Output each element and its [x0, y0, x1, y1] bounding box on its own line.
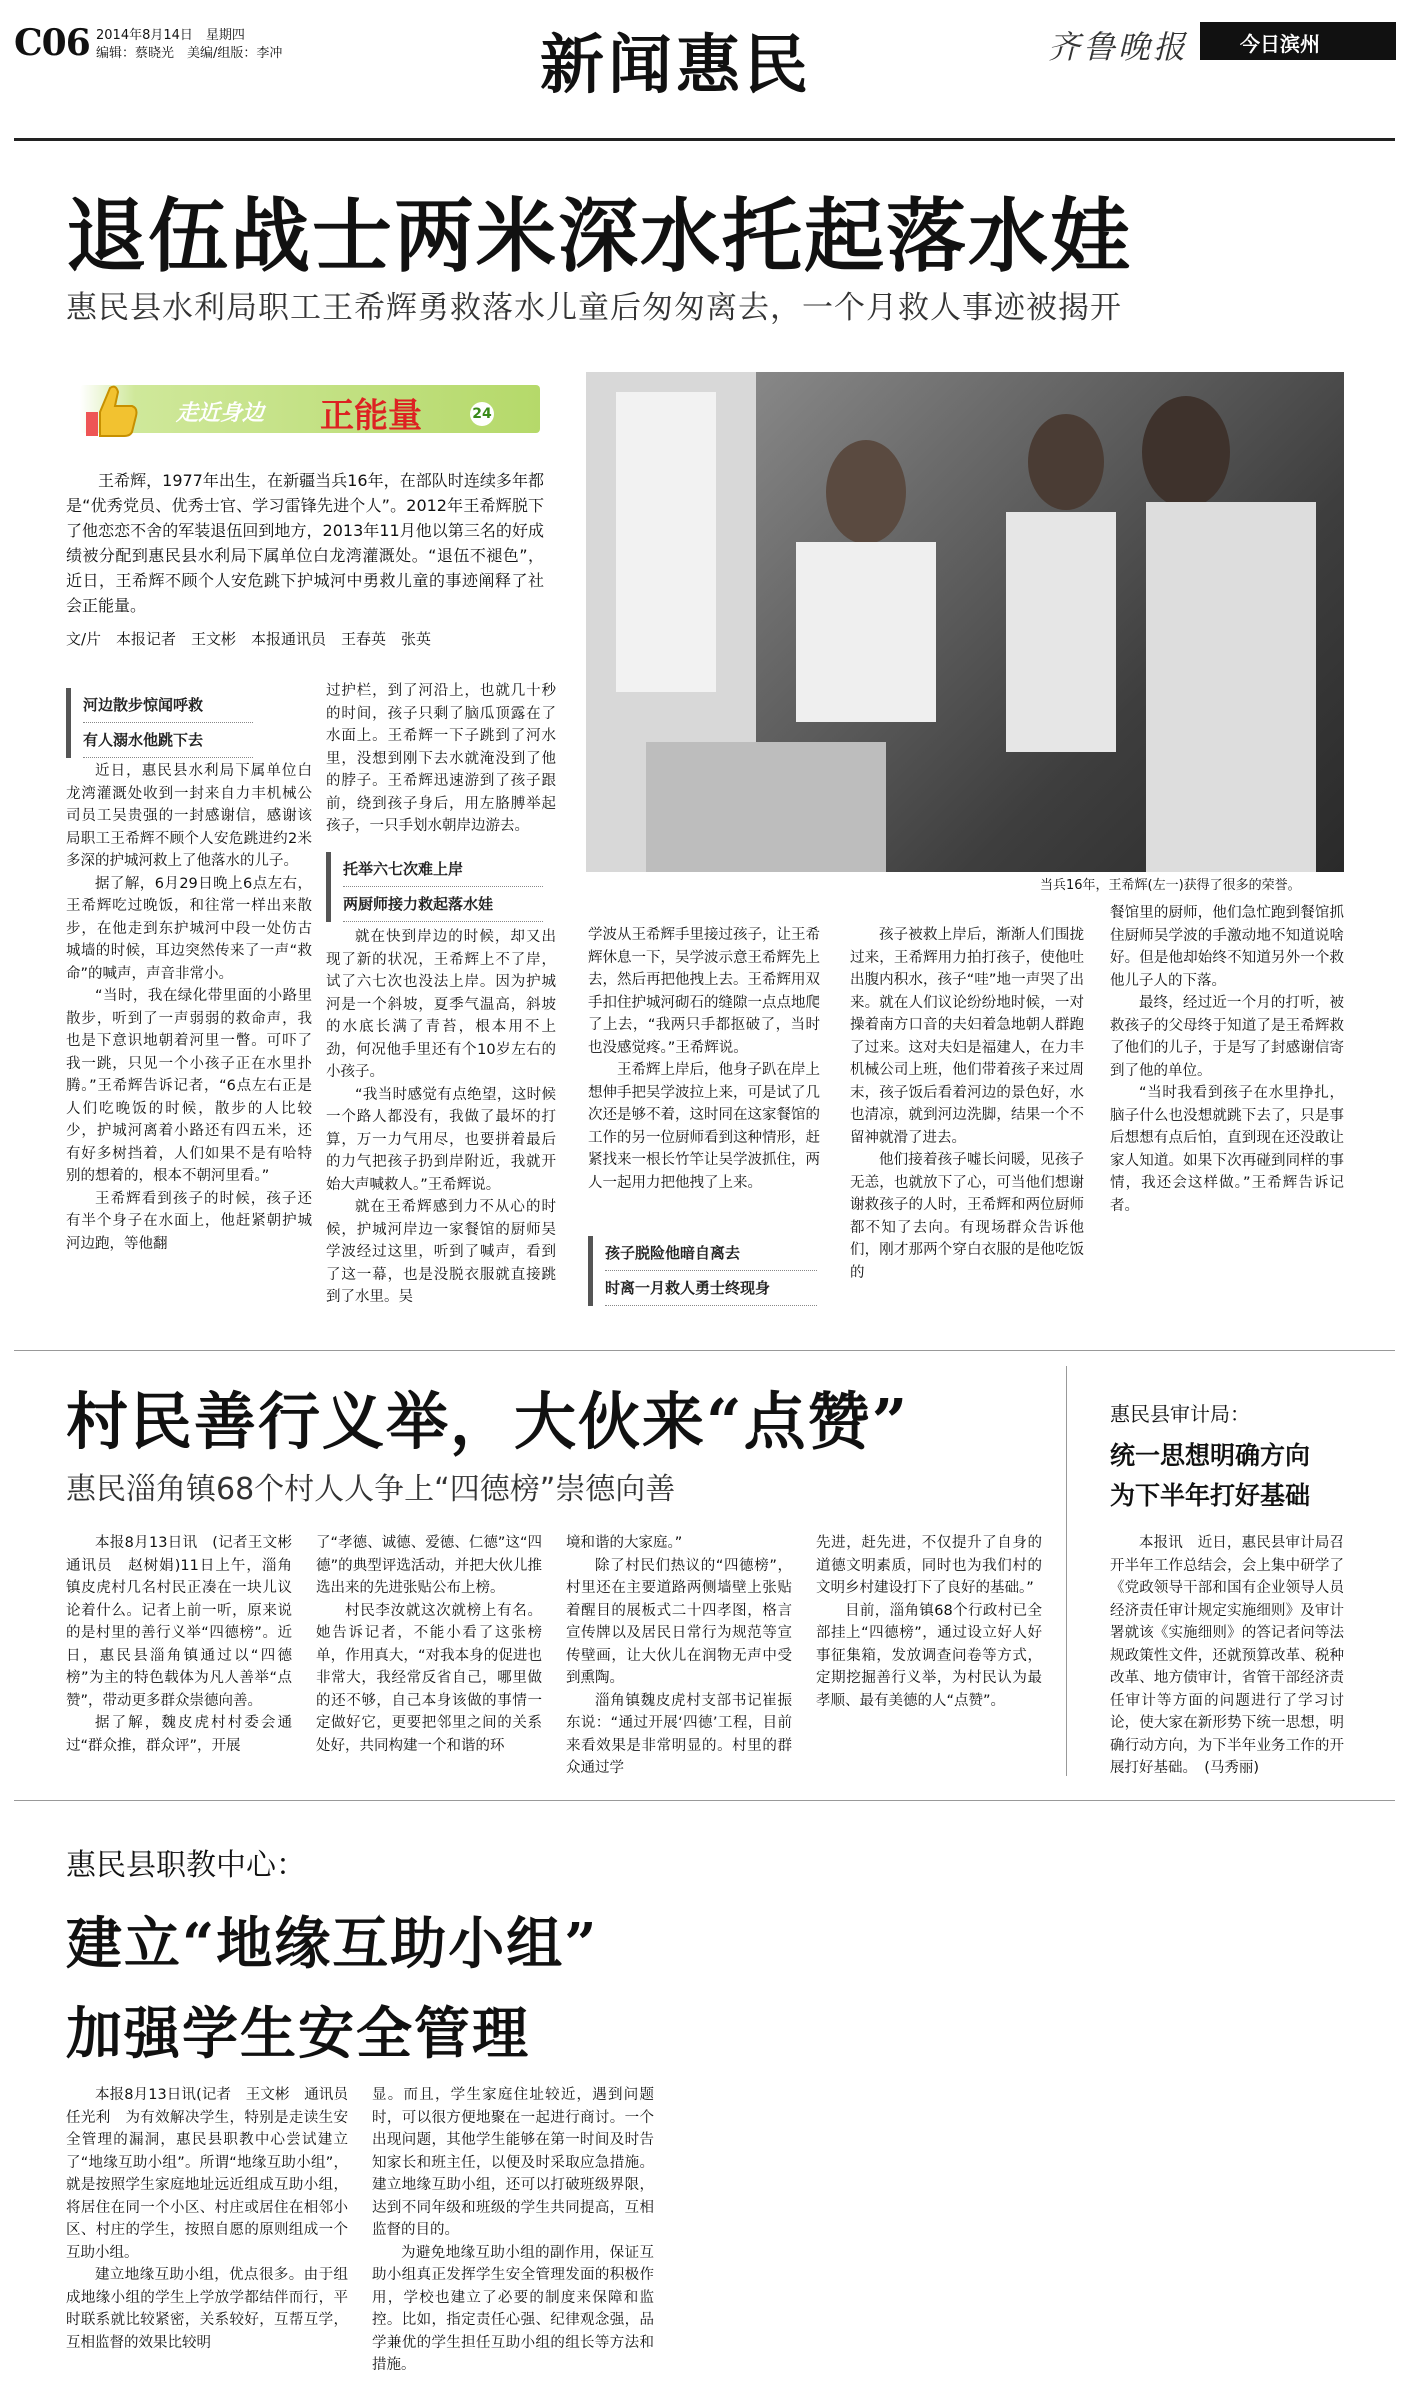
photo-caption: 当兵16年，王希辉(左一)获得了很多的荣誉。: [1040, 878, 1301, 893]
story1-column-3: 学波从王希辉手里接过孩子，让王希辉休息一下，吴学波示意王希辉先上去，然后再把他拽上去。王希辉用双手扣住护城河砌石的缝隙一点点地爬了上去，“我两只手都抠破了，当时也没感觉疼。”王希辉说。 王希辉上岸后，他身子趴在岸上想伸手把吴学波拉上来，可是试了几次还是够不着，这时同在这家餐馆的工作的另一位厨师看到这种情形，赶紧找来一根长竹竿让吴学波抓住，两人一起用力把他拽了上来。: [588, 927, 820, 1191]
subsection-1-line-1: 河边散步惊闻呼救: [83, 688, 253, 723]
story1-photo: [586, 372, 1344, 872]
story3-kicker: 惠民县审计局：: [1110, 1402, 1250, 1426]
story4-column-1: 本报8月13日讯(记者 王文彬 通讯员 任光利 为有效解决学生，特别是走读生安全管理的漏洞，惠民县职教中心尝试建立了“地缘互助小组”。所谓“地缘互助小组”，就是按照学生家庭地址远近组成互助小组，将居住在同一个小区、村庄或居住在相邻小区、村庄的学生，按照自愿的原则组成一个互助小组。 建立地缘互助小组，优点很多。由于组成地缘小组的学生上学放学都结伴而行，平时联系就比较紧密，关系较好，互帮互学，互相监督的效果比较明: [66, 2087, 363, 2351]
banner-number: 24: [470, 402, 494, 426]
story2-column-1: 本报8月13日讯 (记者王文彬 通讯员 赵树娟)11日上午，淄角镇皮虎村几名村民正凑在一块儿议论着什么。记者上前一听，原来说的是村里的善行义举“四德榜”。近日，惠民县淄角镇通过以“四德榜”为主的特色载体为凡人善举“点赞”，带动更多群众崇德向善。 据了解，魏皮虎村村委会通过“群众推，群众评”，开展: [66, 1535, 307, 1754]
story1-column-4: 孩子被救上岸后，渐渐人们围拢过来，王希辉用力拍打孩子，使他吐出腹内积水，孩子“哇”地一声哭了出来。就在人们议论纷纷地时候，一对操着南方口音的夫妇着急地朝人群跑了过来。这对夫妇是福建人，在力丰机械公司上班，他们带着孩子来过周末，孩子饭后看着河边的景色好，水也清凉，就到河边洗脚，结果一个不留神就滑了进去。 他们接着孩子嘘长问暖，见孩子无恙，也就放下了心，可当他们想谢谢救孩子的人时，王希辉和两位厨师都不知了去向。有现场群众告诉他们，刚才那两个穿白衣服的是他吃饭的: [850, 927, 1084, 1281]
story1-bottom-rule: [14, 1350, 1395, 1351]
banner-prefix: 走近身边: [176, 400, 265, 426]
subsection-2-line-1: 托举六七次难上岸: [343, 852, 543, 887]
story1-column-5: 餐馆里的厨师，他们急忙跑到餐馆抓住厨师吴学波的手激动地不知道说啥好。但是他却始终不知道另外一个救他儿子人的下落。 最终，经过近一个月的打听，被救孩子的父母终于知道了是王希辉救了他们的儿子，于是写了封感谢信寄到了他的单位。 “当时我看到孩子在水里挣扎，脑子什么也没想就跳下去了，只是事后想想有点后怕，直到现在还没敢让家人知道。如果下次再碰到同样的事情，我还会这样做。”王希辉告诉记者。: [1110, 905, 1344, 1214]
story1-subsection-3: [588, 1236, 817, 1306]
story3-headline-line-1: 统一思想明确方向: [1110, 1441, 1311, 1470]
story1-headline: 退伍战士两米深水托起落水娃: [66, 189, 1132, 283]
story1-column-2b: 就在快到岸边的时候，却又出现了新的状况，王希辉上不了岸，试了六七次也没法上岸。因为护城河是一个斜坡，夏季气温高，斜坡的水底长满了青苔，根本用不上劲，何况他手里还有个10岁左右的小孩子。 “我当时感觉有点绝望，这时候一个路人都没有，我做了最坏的打算，万一力气用尽，也要拼着最后的力气把孩子扔到岸附近，我就开始大声喊救人。”王希辉说。 就在王希辉感到力不从心的时候，护城河岸边一家餐馆的厨师吴学波经过这里，听到了喊声，看到了这一幕，也是没脱衣服就直接跳到了水里。吴: [326, 929, 556, 1305]
story1-column-2a: 过护栏，到了河沿上，也就几十秒的时间，孩子只剩了脑瓜顶露在了水面上。王希辉一下子跳到了河水里，没想到刚下去水就淹没到了他的脖子。王希辉迅速游到了孩子跟前，绕到孩子身后，用左胳膊举起孩子，一只手划水朝岸边游去。: [326, 683, 556, 834]
subsection-2-line-2: 两厨师接力救起落水娃: [343, 887, 543, 922]
story2-column-2: 了“孝德、诚德、爱德、仁德”这“四德”的典型评选活动，并把大伙儿推选出来的先进张贴公布上榜。 村民李汝就这次就榜上有名。她告诉记者，不能小看了这张榜单，作用真大，“对我本身的促进也非常大，我经常反省自己，哪里做的还不够，自己本身该做的事情一定做好它，更要把邻里之间的关系处好，共同构建一个和谐的环: [316, 1535, 542, 1754]
story1-subhead: 惠民县水利局职工王希辉勇救落水儿童后匆匆离去，一个月救人事迹被揭开: [66, 290, 1122, 326]
story3-headline-line-2: 为下半年打好基础: [1110, 1481, 1311, 1510]
story4-column-2: 显。而且，学生家庭住址较近，遇到问题时，可以很方便地聚在一起进行商讨。一个出现问题，其他学生能够在第一时间及时告知家长和班主任，以便及时采取应急措施。建立地缘互助小组，还可以打破班级界限，达到不同年级和班级的学生共同提高，互相监督的目的。 为避免地缘互助小组的副作用，保证互助小组真正发挥学生安全管理发面的积极作用，学校也建立了必要的制度来保障和监控。比如，指定责任心强、纪律观念强，品学兼优的学生担任互助小组的组长等方法和措施。: [372, 2087, 654, 2373]
story1-subsection-2: [326, 852, 543, 922]
edition-label: 今日滨州: [1240, 32, 1320, 56]
editor-credits: 编辑：蔡晓光 美编/组版：李冲: [96, 46, 283, 61]
story2-subhead: 惠民淄角镇68个村人人争上“四德榜”崇德向善: [66, 1472, 676, 1507]
issue-date: 2014年8月14日 星期四: [96, 28, 245, 43]
section-title: 新闻惠民: [540, 28, 812, 103]
story4-headline-line-1: 建立“地缘互助小组”: [66, 1911, 599, 1977]
subsection-3-line-2: 时离一月救人勇士终现身: [605, 1271, 817, 1306]
banner-title: 正能量: [320, 396, 422, 436]
story4-headline-line-2: 加强学生安全管理: [66, 2001, 530, 2067]
story2-headline: 村民善行义举，大伙来“点赞”: [66, 1385, 910, 1458]
story3-body: 本报讯 近日，惠民县审计局召开半年工作总结会，会上集中研学了《党政领导干部和国有企业领导人员经济责任审计规定实施细则》及审计署就该《实施细则》的答记者问等法规政策性文件，还就预算改革、税种改革、地方债审计，省管干部经济责任审计等方面的问题进行了学习讨论，使大家在新形势下统一思想，明确行动方向，为下半年业务工作的开展打好基础。 (马秀丽): [1110, 1535, 1344, 1776]
thumbs-up-icon: [80, 378, 140, 440]
masthead-rule: [14, 138, 1395, 141]
page-number: C06: [14, 22, 90, 64]
story3-divider: [1066, 1366, 1067, 1776]
story1-column-1: 近日，惠民县水利局下属单位白龙湾灌溉处收到一封来自力丰机械公司员工吴贵强的一封感谢信，感谢该局职工王希辉不顾个人安危跳进约2米多深的护城河救上了他落水的儿子。 据了解，6月29日晚上6点左右，王希辉吃过晚饭，和往常一样出来散步，在他走到东护城河中段一处仿古城墙的时候，耳边突然传来了一声“救命”的喊声，声音非常小。 “当时，我在绿化带里面的小路里散步，听到了一声弱弱的救命声，我也是下意识地朝着河里一瞥。可吓了我一跳，只见一个小孩子正在水里扑腾。”王希辉告诉记者，“6点左右正是人们吃晚饭的时候，散步的人比较少，护城河离着小路还有四五米，还有好多树挡着，人们如果不是有哈特别的想着的，根本不朝河里看。” 王希辉看到孩子的时候，孩子还有半个身子在水面上，他赶紧朝护城河边跑，等他翻: [66, 763, 312, 1252]
story2-bottom-rule: [14, 1800, 1395, 1801]
story2-column-4: 先进，赶先进，不仅提升了自身的道德文明素质，同时也为我们村的文明乡村建设打下了良好的基础。” 目前，淄角镇68个行政村已全部挂上“四德榜”，通过设立好人好事征集箱，发放调查问卷等方式，定期挖掘善行义举，为村民认为最孝顺、最有美德的人“点赞”。: [816, 1535, 1042, 1709]
story1-lead: 王希辉，1977年出生，在新疆当兵16年，在部队时连续多年都是“优秀党员、优秀士官、学习雷锋先进个人”。2012年王希辉脱下了他恋恋不舍的军装退伍回到地方，2013年11月他以第三名的好成绩被分配到惠民县水利局下属单位白龙湾灌溉处。“退伍不褪色”，近日，王希辉不顾个人安危跳下护城河中勇救儿童的事迹阐释了社会正能量。: [66, 471, 544, 615]
story4-kicker: 惠民县职教中心：: [66, 1848, 306, 1883]
newspaper-logo: 齐鲁晚报: [1048, 28, 1189, 66]
story1-subsection-1: [66, 688, 253, 758]
subsection-3-line-1: 孩子脱险他暗自离去: [605, 1236, 817, 1271]
subsection-1-line-2: 有人溺水他跳下去: [83, 723, 253, 758]
story2-column-3: 境和谐的大家庭。” 除了村民们热议的“四德榜”，村里还在主要道路两侧墙壁上张贴着醒目的展板式二十四孝图，格言宣传牌以及居民日常行为规范等宣传壁画，让大伙儿在润物无声中受到熏陶。 淄角镇魏皮虎村支部书记崔振东说：“通过开展‘四德’工程，目前来看效果是非常明显的。村里的群众通过学: [566, 1535, 792, 1776]
story1-byline: 文/片 本报记者 王文彬 本报通讯员 王春英 张英: [66, 630, 432, 648]
